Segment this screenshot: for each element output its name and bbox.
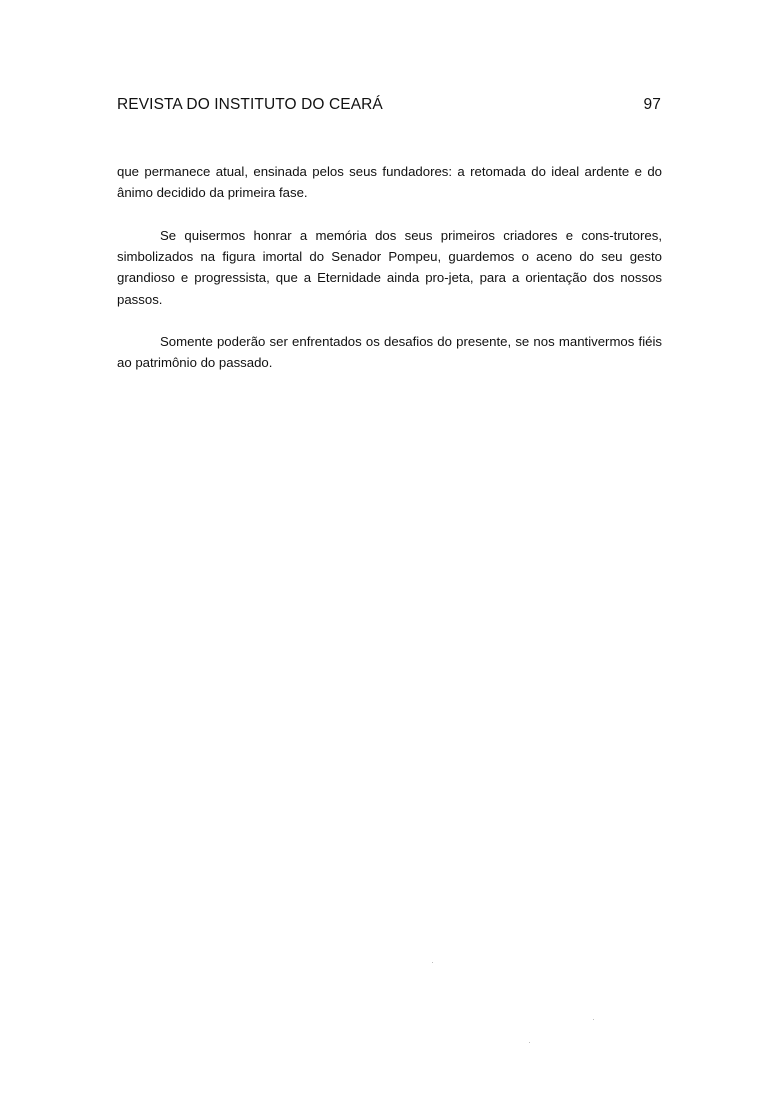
page-number: 97 [643, 96, 661, 113]
scan-speck [593, 1019, 594, 1020]
body-text [117, 161, 662, 395]
scan-speck [529, 1042, 530, 1043]
journal-title: REVISTA DO INSTITUTO DO CEARÁ [117, 96, 383, 113]
paragraph-continuation: que permanece atual, ensinada pelos seus fundadores: a retomada do ideal ardente e do ânimo decidido da primeira fase. [117, 164, 662, 201]
scan-speck [432, 962, 433, 963]
running-header [117, 96, 661, 118]
paragraph: Somente poderão ser enfrentados os desafios do presente, se nos mantivermos fiéis ao patrimônio do passado. [117, 334, 662, 371]
paragraph: Se quisermos honrar a memória dos seus primeiros criadores e cons-trutores, simbolizados na figura imortal do Senador Pompeu, guardemos o aceno do seu gesto grandioso e progressista, que a Eternidade ainda pro-jeta, para a orientação dos nossos passos. [117, 227, 662, 307]
